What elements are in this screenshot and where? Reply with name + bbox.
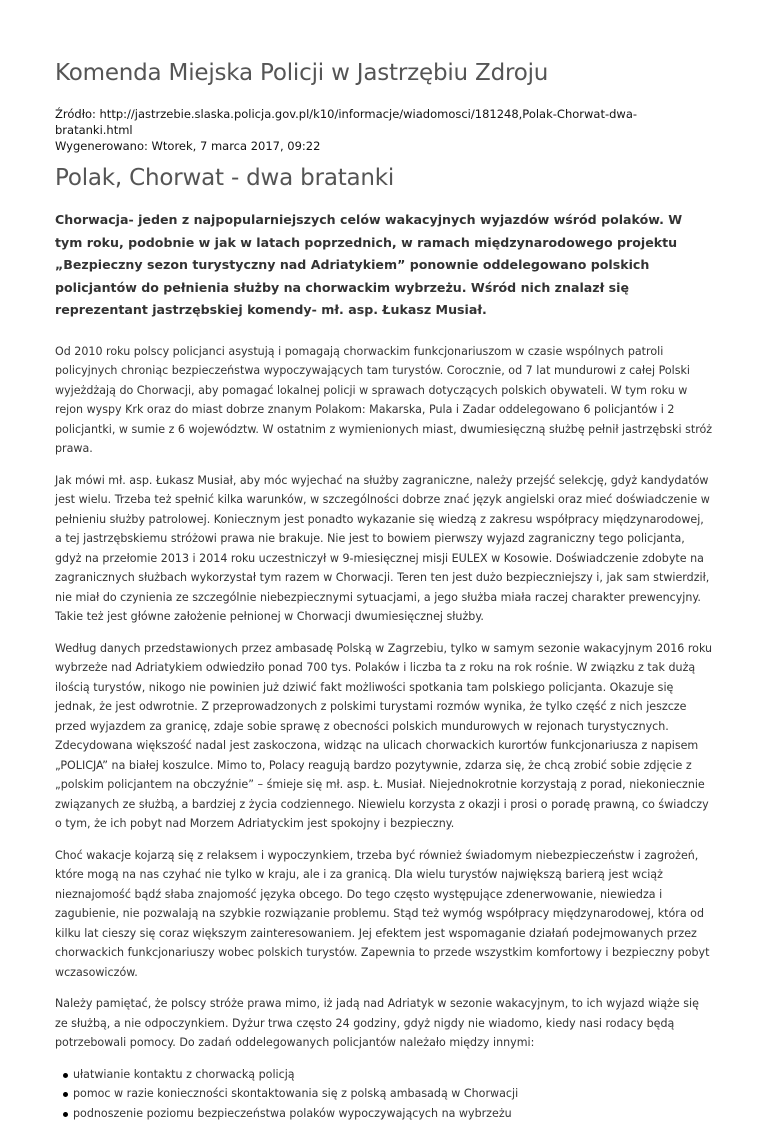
- list-item: podnoszenie poziomu bezpieczeństwa polaków wypoczywających na wybrzeżu: [65, 1104, 713, 1123]
- list-item: pomoc w razie konieczności skontaktowania się z polską ambasadą w Chorwacji: [65, 1084, 713, 1104]
- task-list: [55, 1065, 713, 1123]
- article-paragraph: Od 2010 roku polscy policjanci asystują i pomagają chorwackim funkcjonariuszom w czasie wspólnych patroli policyjnych chroniąc bezpieczeństwa wypoczywających tam turystów. Corocznie, od 7 lat mundurowi z całej Polski wyjeżdżają do Chorwacji, aby pomagać lokalnej policji w sprawach dotyczących polskich obywateli. W tym roku w rejon wyspy Krk oraz do miast dobrze znanym Polakom: Makarska, Pula i Zadar oddelegowano 6 policjantów i 2 policjantki, w sumie z 6 województw. W ostatnim z wymienionych miast, dwumiesięczną służbę pełnił jastrzębski stróż prawa.: [55, 342, 713, 459]
- generated-line: Wygenerowano: Wtorek, 7 marca 2017, 09:22: [55, 138, 713, 154]
- site-title: Komenda Miejska Policji w Jastrzębiu Zdroju: [55, 58, 713, 88]
- article-paragraph: Należy pamiętać, że polscy stróże prawa mimo, iż jadą nad Adriatyk w sezonie wakacyjnym, to ich wyjazd wiąże się ze służbą, a nie odpoczynkiem. Dyżur trwa często 24 godziny, gdyż nigdy nie wiadomo, kiedy nasi rodacy będą potrzebowali pomocy. Do zadań oddelegowanych policjantów należało między innymi:: [55, 994, 713, 1053]
- article-lead: Chorwacja- jeden z najpopularniejszych celów wakacyjnych wyjazdów wśród polaków. W tym roku, podobnie w jak w latach poprzednich, w ramach międzynarodowego projektu „Bezpieczny sezon turystyczny nad Adriatykiem” ponownie oddelegowano polskich policjantów do pełnienia służby na chorwackim wybrzeżu. Wśród nich znalazł się reprezentant jastrzębskiej komendy- mł. asp. Łukasz Musiał.: [55, 209, 713, 322]
- meta-info: [55, 106, 713, 154]
- article-paragraph: Według danych przedstawionych przez ambasadę Polską w Zagrzebiu, tylko w samym sezonie wakacyjnym 2016 roku wybrzeże nad Adriatykiem odwiedziło ponad 700 tys. Polaków i liczba ta z roku na rok rośnie. W związku z tak dużą ilością turystów, nikogo nie powinien już dziwić fakt możliwości spotkania tam polskiego policjanta. Okazuje się jednak, że jest odwrotnie. Z przeprowadzonych z polskimi turystami rozmów wynika, że tylko część z nich jeszcze przed wyjazdem za granicę, zdaje sobie sprawę z obecności polskich mundurowych w rejonach turystycznych. Zdecydowana większość nadal jest zaskoczona, widząc na ulicach chorwackich kurortów funkcjonariusza z napisem „POLICJA” na białej koszulce. Mimo to, Polacy reagują bardzo pozytywnie, zdarza się, że chcą zrobić sobie zdjęcie z „polskim policjantem na obczyźnie” – śmieje się mł. asp. Ł. Musiał. Niejednokrotnie korzystają z porad, niekoniecznie związanych ze służbą, a bardziej z życia codziennego. Niewielu korzysta z okazji i prosi o poradę prawną, co świadczy o tym, że ich pobyt nad Morzem Adriatyckim jest spokojny i bezpieczny.: [55, 639, 713, 834]
- list-item: ułatwianie kontaktu z chorwacką policją: [65, 1065, 713, 1085]
- article-title: Polak, Chorwat - dwa bratanki: [55, 163, 713, 193]
- source-line: Źródło: http://jastrzebie.slaska.policja.gov.pl/k10/informacje/wiadomosci/181248,Polak-Chorwat-dwa-bratanki.html: [55, 106, 713, 138]
- article-paragraph: Jak mówi mł. asp. Łukasz Musiał, aby móc wyjechać na służby zagraniczne, należy przejść selekcję, gdyż kandydatów jest wielu. Trzeba też spełnić kilka warunków, w szczególności dobrze znać język angielski oraz mieć doświadczenie w pełnieniu służby patrolowej. Koniecznym jest ponadto wykazanie się wiedzą z zakresu współpracy międzynarodowej, a tej jastrzębskiemu stróżowi prawa nie brakuje. Nie jest to bowiem pierwszy wyjazd zagraniczny tego policjanta, gdyż na przełomie 2013 i 2014 roku uczestniczył w 9-miesięcznej misji EULEX w Kosowie. Doświadczenie zdobyte na zagranicznych służbach wykorzystał tym razem w Chorwacji. Teren ten jest dużo bezpieczniejszy i, jak sam stwierdził, nie miał do czynienia ze szczególnie niebezpiecznymi sytuacjami, a jego służba miała raczej charakter prewencyjny. Takie też jest główne założenie pełnionej w Chorwacji dwumiesięcznej służby.: [55, 471, 713, 627]
- article-paragraph: Choć wakacje kojarzą się z relaksem i wypoczynkiem, trzeba być również świadomym niebezpieczeństw i zagrożeń, które mogą na nas czyhać nie tylko w kraju, ale i za granicą. Dla wielu turystów największą barierą jest wciąż nieznajomość bądź słaba znajomość języka obcego. Do tego często występujące zdenerwowanie, niewiedza i zagubienie, nie pozwalają na szybkie rozwiązanie problemu. Stąd też wymóg współpracy międzynarodowej, która od kilku lat cieszy się coraz większym zainteresowaniem. Jej efektem jest wspomaganie działań podejmowanych przez chorwackich funkcjonariuszy wobec polskich turystów. Zapewnia to przede wszystkim komfortowy i bezpieczny pobyt wczasowiczów.: [55, 846, 713, 983]
